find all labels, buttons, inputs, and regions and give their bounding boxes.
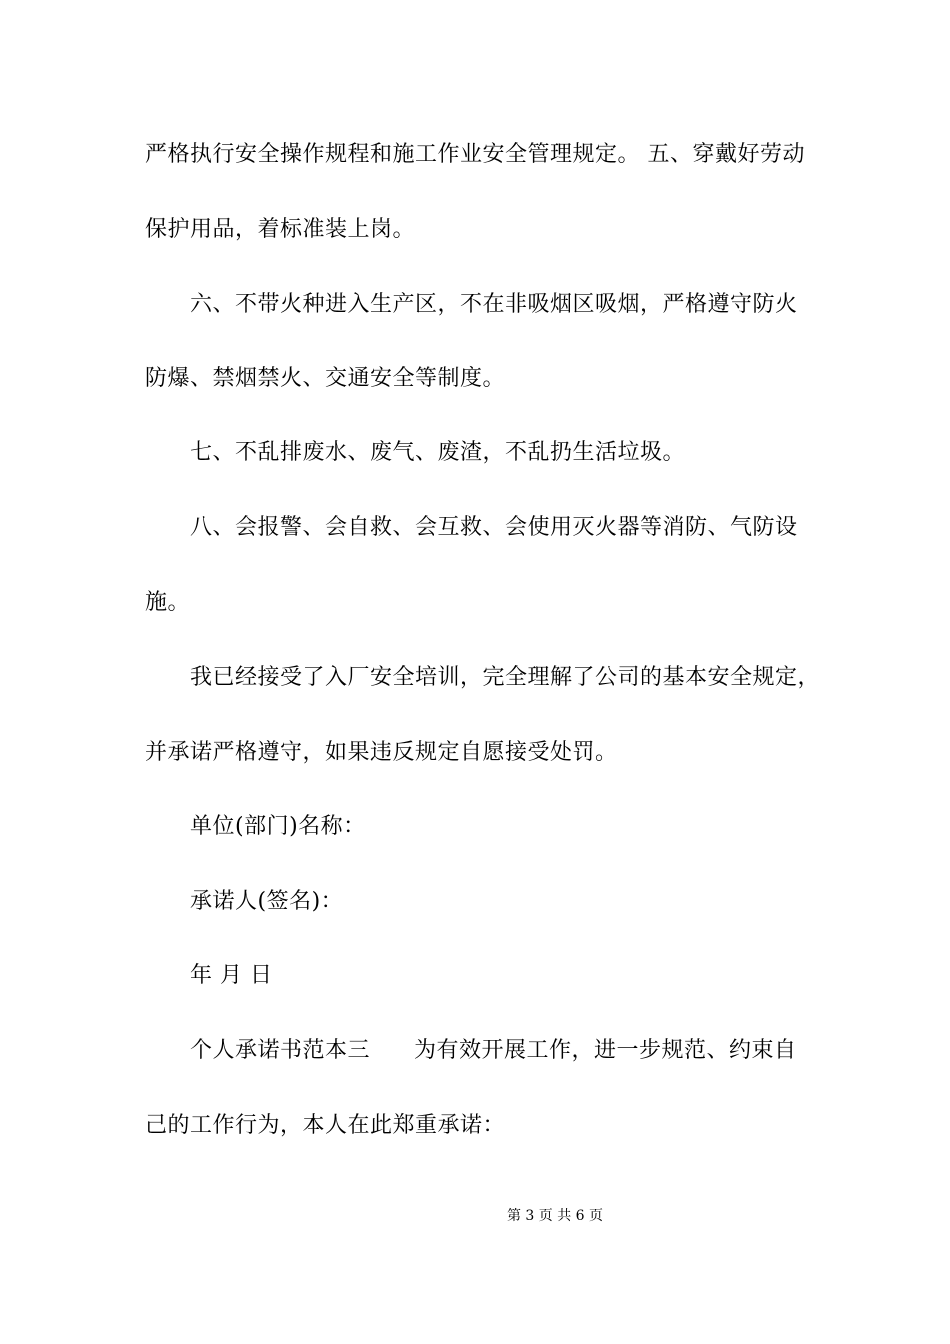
section-text: 为有效开展工作，进一步规范、约束自 [414,1038,797,1063]
text-line: 我已经接受了入厂安全培训，完全理解了公司的基本安全规定， [190,665,821,690]
text-line: 承诺人(签名)： [190,889,344,914]
text-line: 严格执行安全操作规程和施工作业安全管理规定。 五、穿戴好劳动 [145,142,805,167]
text-line: 单位(部门)名称： [190,814,366,839]
text-line: 己的工作行为，本人在此郑重承诺： [145,1113,506,1138]
text-line: 六、不带火种进入生产区，不在非吸烟区吸烟，严格遵守防火 [190,292,798,317]
text-line: 并承诺严格遵守，如果违反规定自愿接受处罚。 [145,740,618,765]
text-line: 七、不乱排废水、废气、废渣，不乱扔生活垃圾。 [190,440,686,465]
text-line: 施。 [145,590,191,615]
section-title: 个人承诺书范本三 [190,1038,371,1063]
text-line-section-start [190,1036,860,1066]
text-line: 年 月 日 [190,963,273,988]
text-line: 保护用品，着标准装上岗。 [145,217,416,242]
text-line: 八、会报警、会自救、会互救、会使用灭火器等消防、气防设 [190,515,798,540]
page-number-footer: 第 3 页 共 6 页 [506,1208,604,1224]
text-line: 防爆、禁烟禁火、交通安全等制度。 [145,366,506,391]
